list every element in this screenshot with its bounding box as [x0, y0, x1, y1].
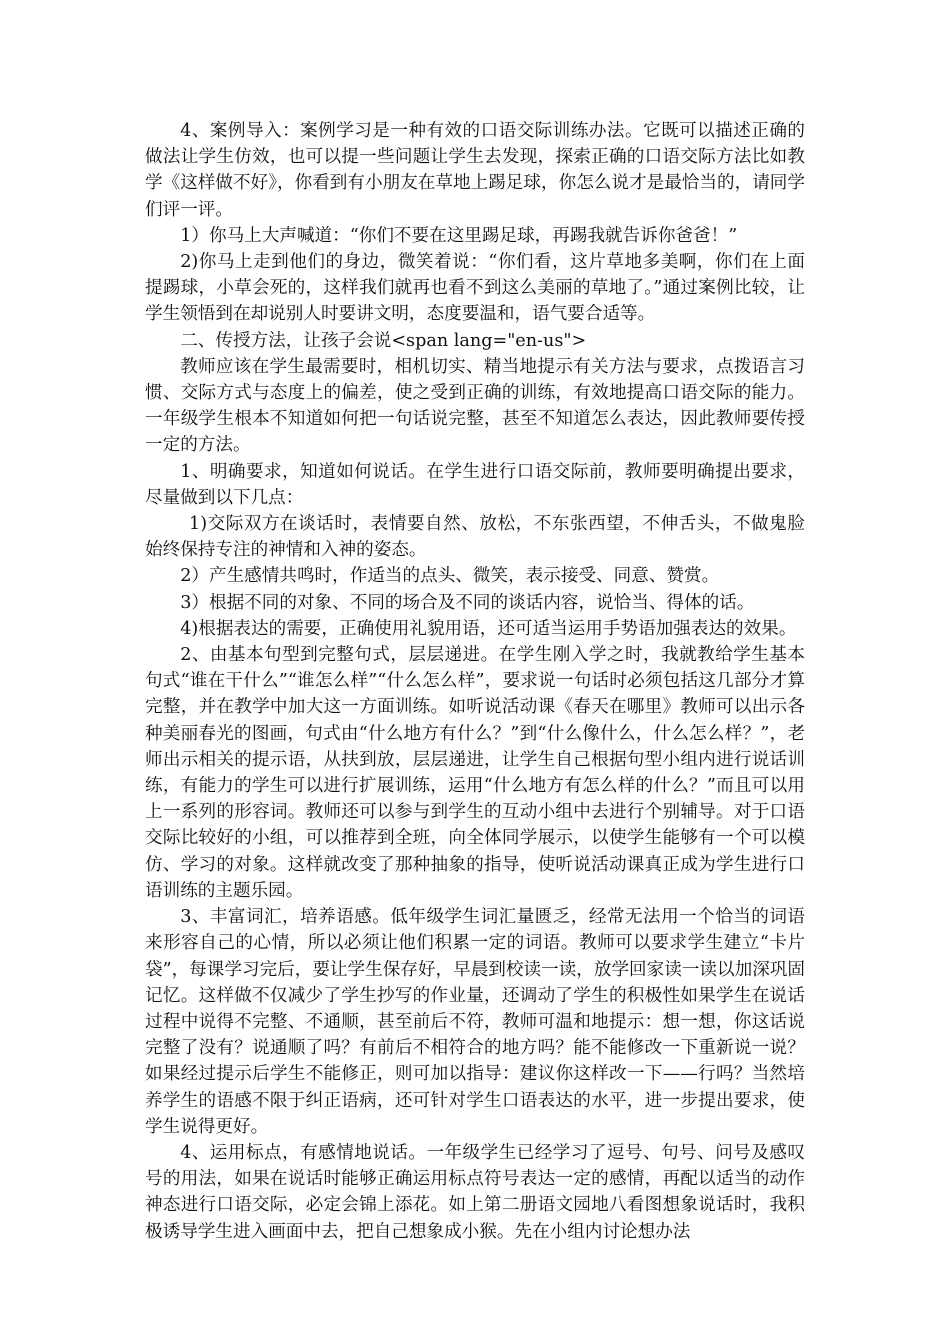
paragraph-case-example-2: 2)你马上走到他们的身边，微笑着说：“你们看，这片草地多美啊，你们在上面提踢球，小草会死的，这样我们就再也看不到这么美丽的草地了。”通过案例比较，让学生领悟到在却说别人时要讲文明，态度要温和，语气要合适等。 — [145, 252, 805, 325]
list-item-requirement-3: 3）根据不同的对象、不同的场合及不同的谈话内容，说恰当、得体的话。 — [180, 592, 755, 613]
paragraph-case-intro: 4、案例导入：案例学习是一种有效的口语交际训练办法。它既可以描述正确的做法让学生仿效，也可以提一些问题让学生去发现，探索正确的口语交际方法比如教学《这样做不好》，你看到有小朋友在草地上踢足球，你怎么说才是最恰当的，请同学们评一评。 — [145, 121, 805, 220]
list-item-requirement-4: 4)根据表达的需要，正确使用礼貌用语，还可适当运用手势语加强表达的效果。 — [180, 618, 797, 639]
paragraph-teacher-role: 教师应该在学生最需要时，相机切实、精当地提示有关方法与要求，点拨语言习惯、交际方式与态度上的偏差，使之受到正确的训练，有效地提高口语交际的能力。一年级学生根本不知道如何把一句话说完整，甚至不知道怎么表达，因此教师要传授一定的方法。 — [145, 356, 805, 456]
document-body — [145, 118, 805, 1245]
list-item-requirement-1: 1)交际双方在谈话时，表情要自然、放松，不东张西望，不伸舌头，不做鬼脸始终保持专注的神情和入神的姿态。 — [145, 514, 805, 561]
paragraph-case-example-1: 1）你马上大声喊道：“你们不要在这里踢足球，再踢我就告诉你爸爸！” — [180, 225, 738, 246]
paragraph-sentence-patterns: 2、由基本句型到完整句式，层层递进。在学生刚入学之时，我就教给学生基本句式“谁在干什么”“谁怎么样”“什么怎么样”，要求说一句话时必须包括这几部分才算完整，并在教学中加大这一方面训练。如听说活动课《春天在哪里》教师可以出示各种美丽春光的图画，句式由“什么地方有什么？”到“什么像什么，什么怎么样？”，老师出示相关的提示语，从扶到放，层层递进，让学生自己根据句型小组内进行说话训练，有能力的学生可以进行扩展训练，运用“什么地方有怎么样的什么？”而且可以用上一系列的形容词。教师还可以参与到学生的互动小组中去进行个别辅导。对于口语交际比较好的小组，可以推荐到全班，向全体同学展示，以使学生能够有一个可以模仿、学习的对象。这样就改变了那种抽象的指导，使听说活动课真正成为学生进行口语训练的主题乐园。 — [145, 645, 805, 901]
paragraph-punctuation: 4、运用标点，有感情地说话。一年级学生已经学习了逗号、句号、问号及感叹号的用法，如果在说话时能够正确运用标点符号表达一定的感情，再配以适当的动作神态进行口语交际，必定会锦上添花。如上第二册语文园地八看图想象说话时，我积极诱导学生进入画面中去，把自己想象成小猴。先在小组内讨论想办法 — [145, 1142, 805, 1242]
section-heading-method: 二、传授方法，让孩子会说<span lang="en-us"> — [180, 330, 587, 351]
paragraph-requirements: 1、明确要求，知道如何说话。在学生进行口语交际前，教师要明确提出要求，尽量做到以下几点： — [145, 461, 805, 508]
list-item-requirement-2: 2）产生感情共鸣时，作适当的点头、微笑，表示接受、同意、赞赏。 — [180, 566, 720, 587]
paragraph-vocabulary: 3、丰富词汇，培养语感。低年级学生词汇量匮乏，经常无法用一个恰当的词语来形容自己的心情，所以必须让他们积累一定的词语。教师可以要求学生建立“卡片袋”，每课学习完后，要让学生保存好，早晨到校读一读，放学回家读一读以加深巩固记忆。这样做不仅减少了学生抄写的作业量，还调动了学生的积极性如果学生在说话过程中说得不完整、不通顺，甚至前后不符，教师可温和地提示：想一想，你这话说完整了没有？说通顺了吗？有前后不相符合的地方吗？能不能修改一下重新说一说？如果经过提示后学生不能修正，则可加以指导：建议你这样改一下——行吗？当然培养学生的语感不限于纠正语病，还可针对学生口语表达的水平，进一步提出要求，使学生说得更好。 — [145, 907, 805, 1137]
